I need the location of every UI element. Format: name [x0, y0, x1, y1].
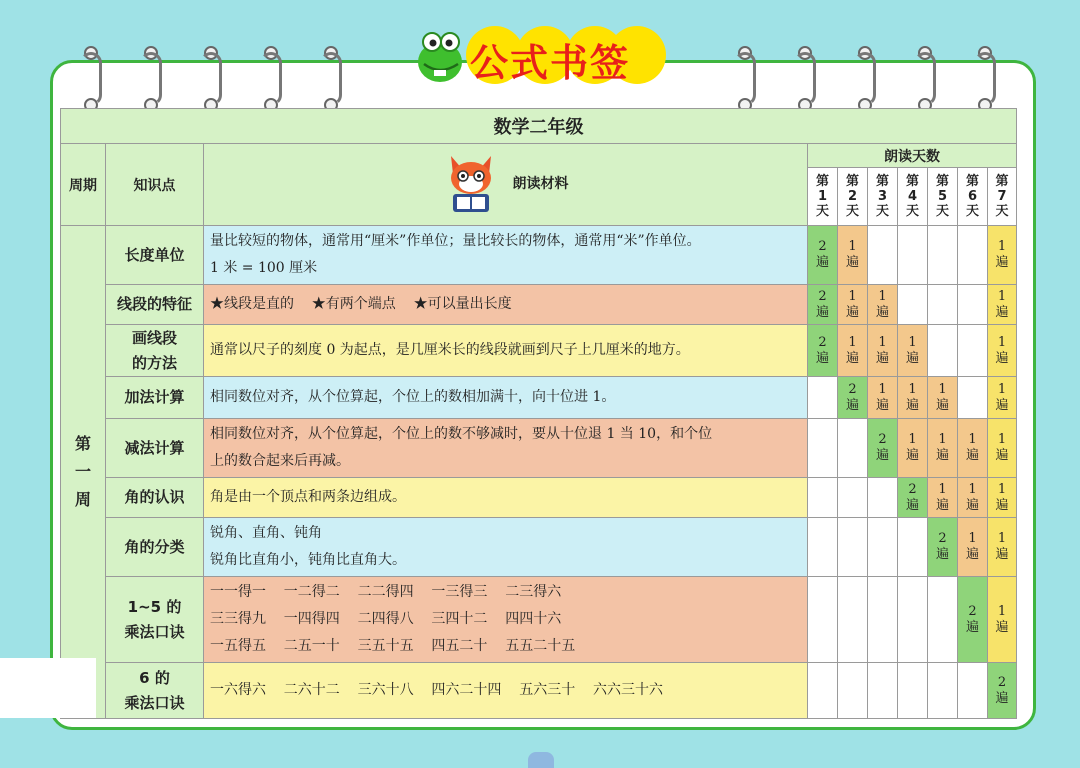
reading-count-cell: 1 遍: [988, 226, 1017, 285]
material-cell: 相同数位对齐，从个位算起，个位上的数不够减时，要从十位退 1 当 10，和个位 上的数合起来后再减。: [204, 419, 808, 478]
reading-count-cell: 1 遍: [988, 577, 1017, 663]
reading-count-cell: [808, 663, 838, 719]
reading-count-cell: [898, 577, 928, 663]
day-header: 第 5 天: [928, 168, 958, 226]
topic-column-header: 知识点: [106, 144, 204, 226]
title-badge: [410, 22, 670, 94]
day-header: 第 1 天: [808, 168, 838, 226]
reading-count-cell: 1 遍: [988, 377, 1017, 419]
binder-ring: [732, 46, 758, 112]
day-header: 第 3 天: [868, 168, 898, 226]
material-cell: 角是由一个顶点和两条边组成。: [204, 478, 808, 518]
topic-cell: 画线段 的方法: [106, 325, 204, 377]
reading-count-cell: [868, 577, 898, 663]
reading-count-cell: [958, 325, 988, 377]
topic-cell: 角的认识: [106, 478, 204, 518]
reading-count-cell: 2 遍: [838, 377, 868, 419]
binder-ring: [258, 46, 284, 112]
scan-blank-patch: [0, 658, 96, 718]
table-row: [61, 478, 1017, 518]
topic-cell: 加法计算: [106, 377, 204, 419]
reading-count-cell: [868, 518, 898, 577]
table-row: [61, 577, 1017, 663]
reading-count-cell: 2 遍: [868, 419, 898, 478]
reading-count-cell: [898, 663, 928, 719]
reading-count-cell: [808, 518, 838, 577]
reading-count-cell: 1 遍: [988, 518, 1017, 577]
reading-count-cell: 1 遍: [988, 478, 1017, 518]
day-header: 第 2 天: [838, 168, 868, 226]
day-header: 第 7 天: [988, 168, 1017, 226]
reading-count-cell: [928, 285, 958, 325]
material-column-header: [204, 144, 808, 226]
material-cell: 相同数位对齐，从个位算起，个位上的数相加满十，向十位进 1。: [204, 377, 808, 419]
reading-count-cell: 1 遍: [838, 226, 868, 285]
reading-count-cell: 1 遍: [838, 285, 868, 325]
reading-count-cell: 1 遍: [958, 518, 988, 577]
reading-count-cell: 1 遍: [868, 285, 898, 325]
reading-count-cell: [928, 577, 958, 663]
reading-count-cell: [838, 419, 868, 478]
reading-count-cell: 1 遍: [898, 377, 928, 419]
reading-count-cell: [958, 285, 988, 325]
reading-count-cell: 1 遍: [988, 419, 1017, 478]
reading-count-cell: 1 遍: [868, 325, 898, 377]
reading-count-cell: 1 遍: [898, 419, 928, 478]
reading-count-cell: 2 遍: [928, 518, 958, 577]
grade-title: 数学二年级: [61, 109, 1017, 144]
table-row: [61, 419, 1017, 478]
reading-count-cell: 1 遍: [928, 419, 958, 478]
reading-count-cell: 1 遍: [928, 478, 958, 518]
reading-count-cell: 2 遍: [808, 226, 838, 285]
reading-count-cell: [838, 663, 868, 719]
reading-count-cell: 1 遍: [928, 377, 958, 419]
table-row: [61, 663, 1017, 719]
binder-ring: [198, 46, 224, 112]
material-cell: 一六得六 二六十二 三六十八 四六二十四 五六三十 六六三十六: [204, 663, 808, 719]
crocodile-icon: [410, 24, 472, 90]
topic-cell: 减法计算: [106, 419, 204, 478]
binder-ring: [78, 46, 104, 112]
table-row: [61, 285, 1017, 325]
reading-count-cell: 2 遍: [808, 285, 838, 325]
reading-schedule-table: [60, 108, 1017, 719]
day-header: 第 6 天: [958, 168, 988, 226]
reading-count-cell: [898, 518, 928, 577]
reading-count-cell: [868, 478, 898, 518]
reading-count-cell: [898, 226, 928, 285]
reading-count-cell: 1 遍: [898, 325, 928, 377]
reading-count-cell: 1 遍: [868, 377, 898, 419]
reading-count-cell: [928, 226, 958, 285]
reading-count-cell: [808, 377, 838, 419]
topic-cell: 1~5 的 乘法口诀: [106, 577, 204, 663]
material-cell: 锐角、直角、钝角 锐角比直角小，钝角比直角大。: [204, 518, 808, 577]
table-row: [61, 325, 1017, 377]
reading-count-cell: [928, 663, 958, 719]
reading-count-cell: [808, 419, 838, 478]
reading-count-cell: 1 遍: [988, 325, 1017, 377]
material-cell: 通常以尺子的刻度 0 为起点，是几厘米长的线段就画到尺子上几厘米的地方。: [204, 325, 808, 377]
reading-count-cell: 1 遍: [988, 285, 1017, 325]
topic-cell: 6 的 乘法口诀: [106, 663, 204, 719]
reading-count-cell: 1 遍: [958, 419, 988, 478]
reading-count-cell: 2 遍: [988, 663, 1017, 719]
topic-cell: 线段的特征: [106, 285, 204, 325]
reading-table-container: [60, 108, 1016, 712]
day-header: 第 4 天: [898, 168, 928, 226]
reading-count-cell: 2 遍: [898, 478, 928, 518]
bottom-tab: [528, 752, 554, 768]
days-group-header: 朗读天数: [808, 144, 1017, 168]
binder-ring: [318, 46, 344, 112]
binder-ring: [792, 46, 818, 112]
material-cell: ★线段是直的 ★有两个端点 ★可以量出长度: [204, 285, 808, 325]
week-column-header: 周期: [61, 144, 106, 226]
material-cell: 一一得一 一二得二 二二得四 一三得三 二三得六 三三得九 一四得四 二四得八 三四十二 四四十六 一五得五 二五一十 三五十五 四五二十 五五二十五: [204, 577, 808, 663]
week-label: 第 一 周: [61, 226, 106, 719]
binder-ring: [138, 46, 164, 112]
table-row: [61, 518, 1017, 577]
reading-count-cell: [838, 577, 868, 663]
reading-count-cell: [958, 663, 988, 719]
material-label: 朗读材料: [512, 175, 569, 192]
reading-count-cell: 2 遍: [958, 577, 988, 663]
binder-ring: [972, 46, 998, 112]
reading-count-cell: [868, 663, 898, 719]
reading-count-cell: 1 遍: [958, 478, 988, 518]
fox-reading-icon: [443, 152, 499, 214]
topic-cell: 长度单位: [106, 226, 204, 285]
table-row: [61, 226, 1017, 285]
reading-count-cell: [838, 478, 868, 518]
reading-count-cell: 1 遍: [838, 325, 868, 377]
badge-title: 公式书签: [470, 40, 631, 85]
table-row: [61, 377, 1017, 419]
reading-count-cell: 2 遍: [808, 325, 838, 377]
reading-count-cell: [958, 377, 988, 419]
material-cell: 量比较短的物体，通常用“厘米”作单位；量比较长的物体，通常用“米”作单位。 1 米 = 100 厘米: [204, 226, 808, 285]
reading-count-cell: [928, 325, 958, 377]
topic-cell: 角的分类: [106, 518, 204, 577]
reading-count-cell: [958, 226, 988, 285]
reading-count-cell: [898, 285, 928, 325]
reading-count-cell: [868, 226, 898, 285]
reading-count-cell: [808, 478, 838, 518]
reading-count-cell: [838, 518, 868, 577]
binder-ring: [852, 46, 878, 112]
binder-ring: [912, 46, 938, 112]
reading-count-cell: [808, 577, 838, 663]
